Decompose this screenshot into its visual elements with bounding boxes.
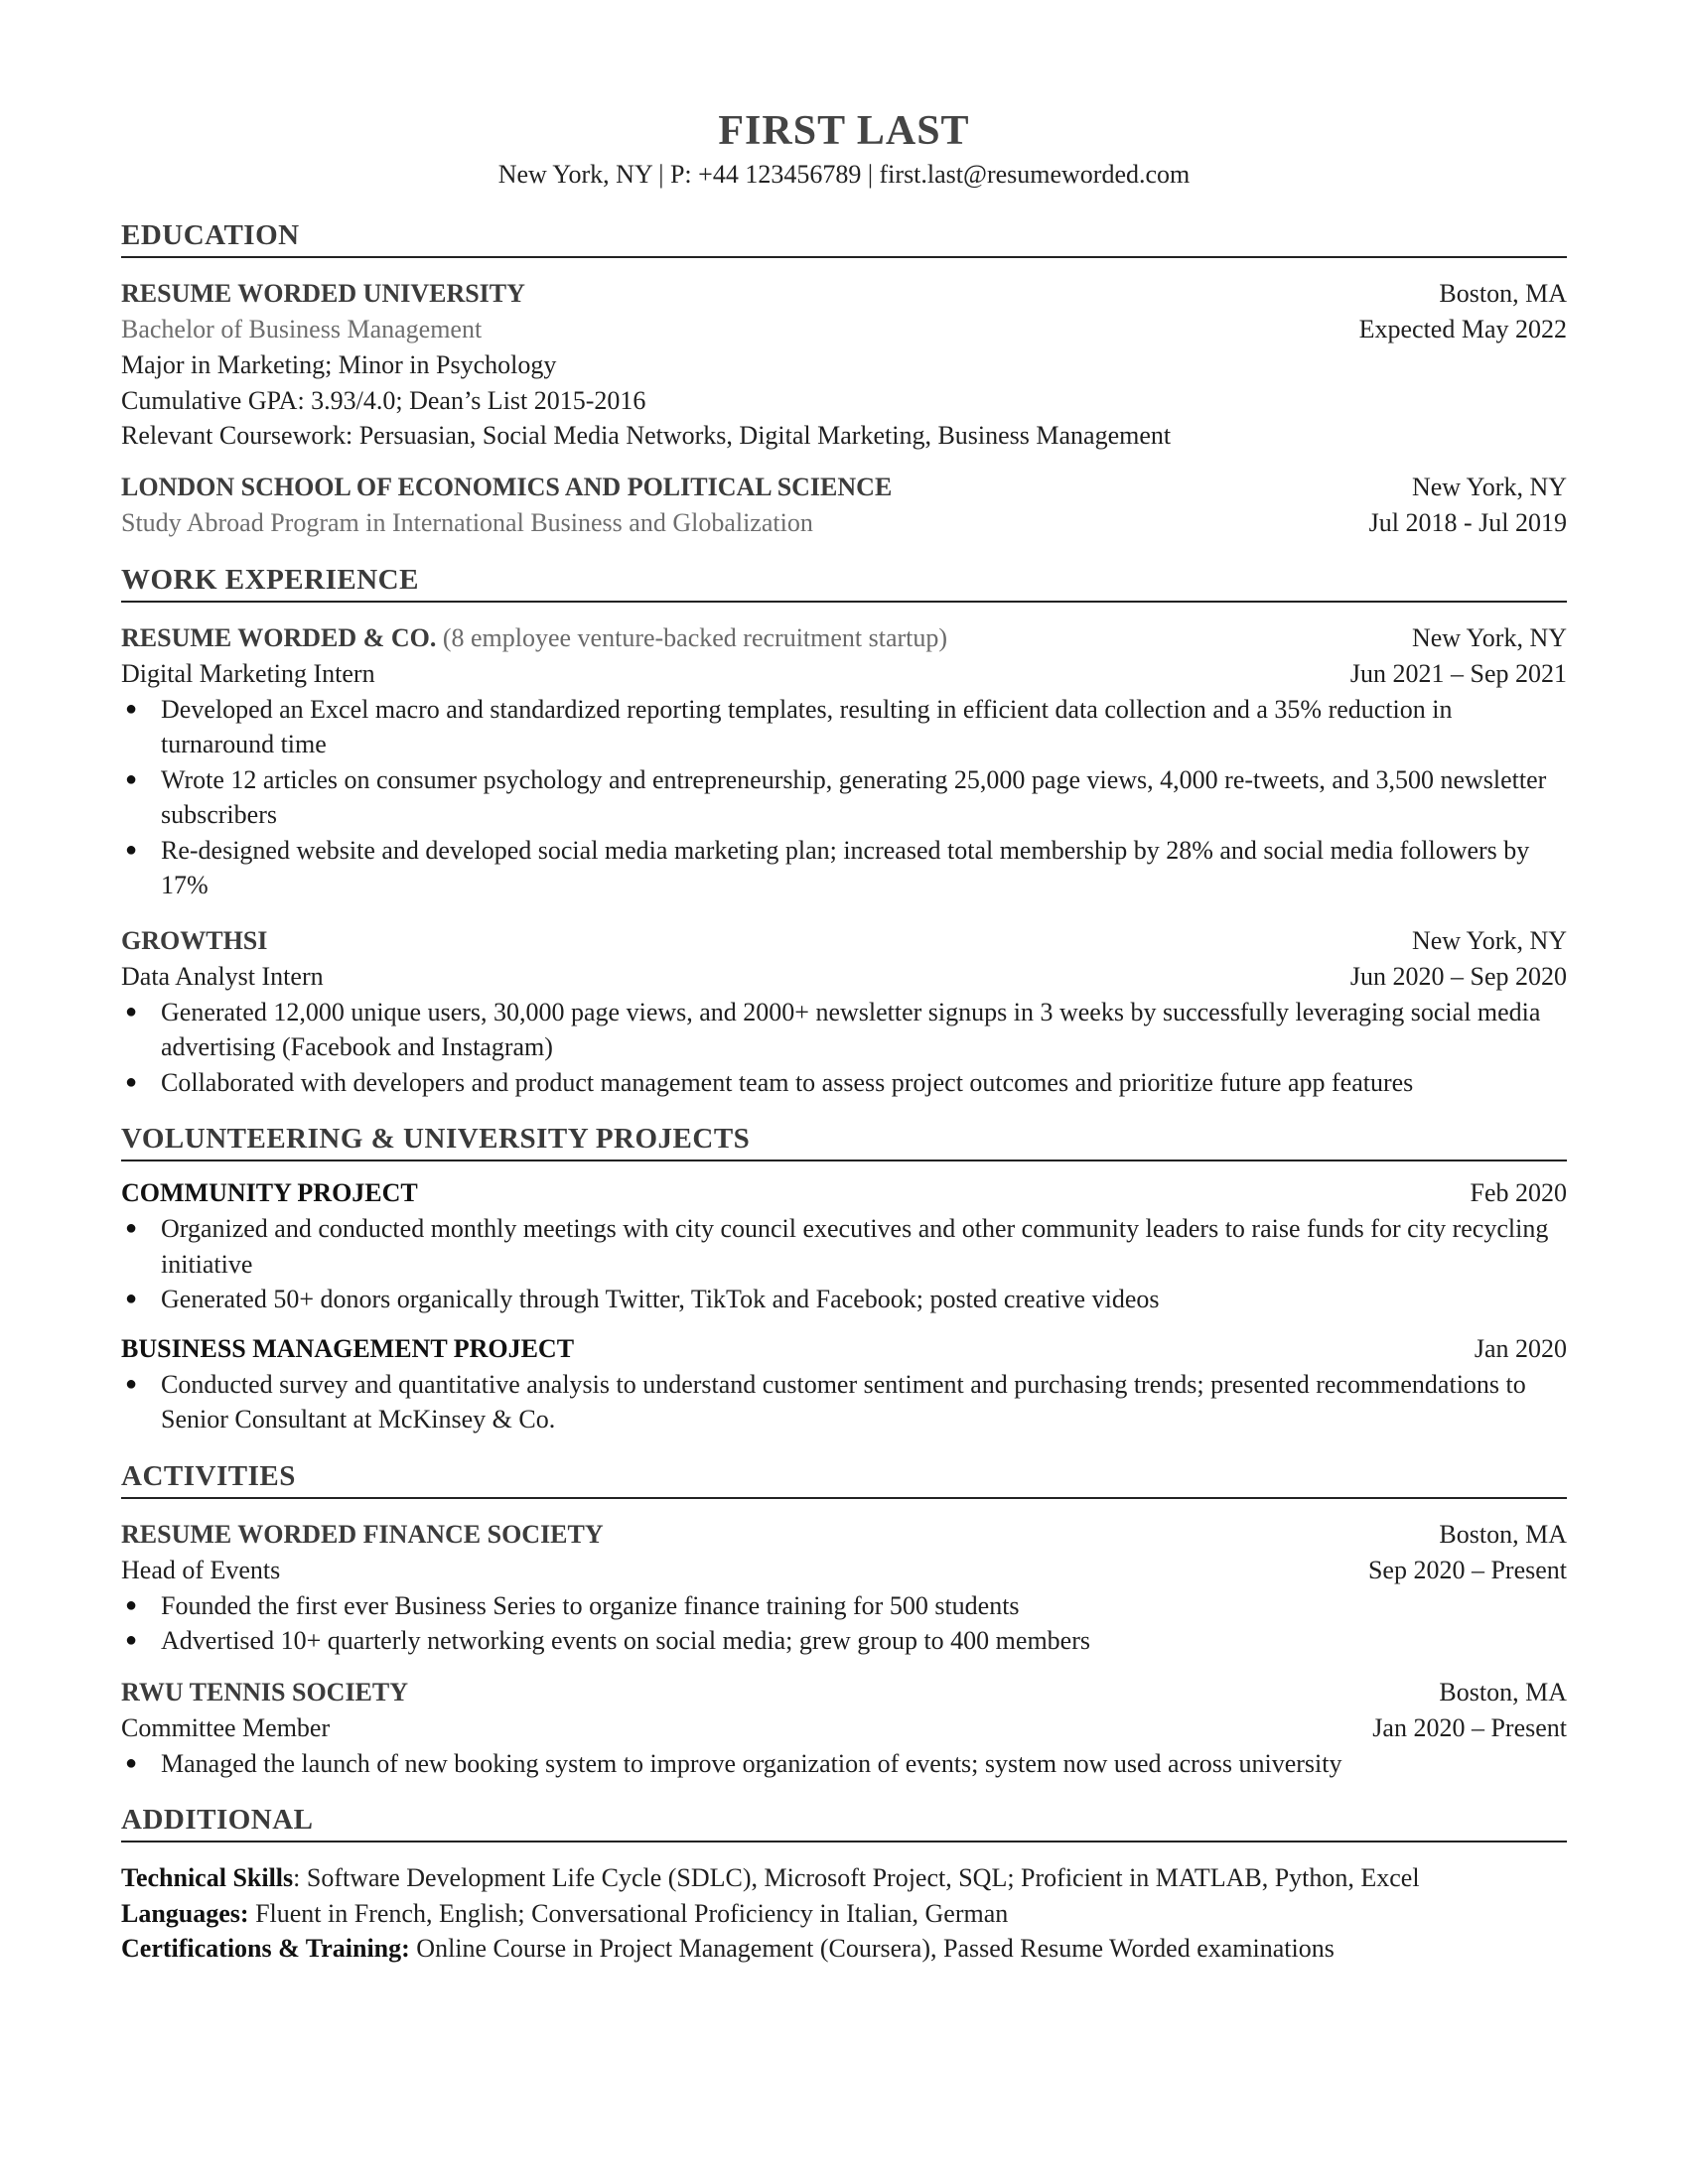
bullet-item: ● Founded the first ever Business Series to organize finance training for 500 students	[121, 1588, 1567, 1624]
work-section	[121, 563, 1567, 1101]
organization-location: Boston, MA	[1439, 1519, 1567, 1549]
job-location: New York, NY	[1411, 925, 1567, 955]
organization-name: RWU TENNIS SOCIETY	[121, 1677, 409, 1706]
bullet-list	[121, 1367, 1567, 1437]
job-date: Jun 2021 – Sep 2021	[1349, 658, 1567, 688]
project-name: COMMUNITY PROJECT	[121, 1178, 418, 1207]
bullet-list	[121, 692, 1567, 903]
bullet-list	[121, 1746, 1567, 1782]
bullet-dot-icon: ●	[125, 767, 138, 790]
activity-role: Committee Member	[121, 1712, 331, 1742]
degree: Study Abroad Program in International Business and Globalization	[121, 507, 813, 537]
organization-location: Boston, MA	[1439, 1677, 1567, 1706]
education-entry	[121, 276, 1567, 454]
bullet-list	[121, 995, 1567, 1101]
work-heading: WORK EXPERIENCE	[121, 563, 1567, 603]
employer-note: (8 employee venture-backed recruitment startup)	[442, 622, 948, 652]
projects-section	[121, 1122, 1567, 1437]
additional-section	[121, 1803, 1567, 1967]
project-name: BUSINESS MANAGEMENT PROJECT	[121, 1333, 575, 1363]
school-location: Boston, MA	[1439, 279, 1567, 308]
languages-line	[121, 1896, 1567, 1932]
education-detail: Cumulative GPA: 3.93/4.0; Dean’s List 2015-2016	[121, 385, 646, 415]
contact-line: New York, NY | P: +44 123456789 | first.last@resumeworded.com	[497, 160, 1191, 189]
certifications-label: Certifications & Training:	[121, 1934, 410, 1963]
bullet-item: ● Managed the launch of new booking system to improve organization of events; system now used across university	[121, 1746, 1567, 1782]
activities-heading: ACTIVITIES	[121, 1459, 1567, 1499]
job-title: Data Analyst Intern	[121, 961, 324, 991]
activity-entry	[121, 1517, 1567, 1659]
employer-name: GROWTHSI	[121, 925, 268, 955]
bullet-list	[121, 1211, 1567, 1317]
education-entry	[121, 470, 1567, 541]
degree-date: Expected May 2022	[1358, 315, 1567, 343]
bullet-item: ● Developed an Excel macro and standardized reporting templates, resulting in efficient data collection and a 35% reduction in turnaround time	[121, 692, 1567, 762]
school-name: LONDON SCHOOL OF ECONOMICS AND POLITICAL SCIENCE	[121, 472, 893, 501]
bullet-dot-icon: ●	[125, 697, 138, 720]
job-title: Digital Marketing Intern	[121, 658, 375, 688]
project-date: Feb 2020	[1470, 1178, 1567, 1207]
bullet-item: ● Organized and conducted monthly meetings with city council executives and other community leaders to raise funds for city recycling initiative	[121, 1211, 1567, 1282]
bullet-list	[121, 1588, 1567, 1659]
degree-date: Jul 2018 - Jul 2019	[1368, 507, 1567, 537]
bullet-dot-icon: ●	[125, 1372, 138, 1395]
languages-value: Fluent in French, English; Conversational Proficiency in Italian, German	[248, 1898, 1009, 1928]
resume-header	[121, 0, 1567, 193]
school-location: New York, NY	[1411, 472, 1567, 501]
bullet-dot-icon: ●	[125, 1629, 138, 1651]
degree: Bachelor of Business Management	[121, 315, 483, 343]
education-detail: Major in Marketing; Minor in Psychology	[121, 350, 557, 379]
projects-heading: VOLUNTEERING & UNIVERSITY PROJECTS	[121, 1122, 1567, 1161]
activity-date: Sep 2020 – Present	[1367, 1555, 1567, 1584]
bullet-dot-icon: ●	[125, 1751, 138, 1774]
project-date: Jan 2020	[1474, 1333, 1567, 1363]
bullet-item: ● Re-designed website and developed social media marketing plan; increased total membership by 28% and social media followers by 17%	[121, 833, 1567, 903]
certifications-value: Online Course in Project Management (Coursera), Passed Resume Worded examinations	[409, 1934, 1335, 1963]
education-detail: Relevant Coursework: Persuasian, Social Media Networks, Digital Marketing, Business Management	[121, 421, 1172, 450]
bullet-item: ● Wrote 12 articles on consumer psychology and entrepreneurship, generating 25,000 page views, 4,000 re-tweets, and 3,500 newsletter subscribers	[121, 762, 1567, 833]
bullet-dot-icon: ●	[125, 838, 138, 861]
technical-skills-value: : Software Development Life Cycle (SDLC), Microsoft Project, SQL; Proficient in MATLAB, Python, Excel	[293, 1863, 1420, 1892]
bullet-item: ● Generated 12,000 unique users, 30,000 page views, and 2000+ newsletter signups in 3 weeks by successfully leveraging social media advertising (Facebook and Instagram)	[121, 995, 1567, 1065]
activity-entry	[121, 1675, 1567, 1782]
bullet-dot-icon: ●	[125, 1593, 138, 1616]
project-entry	[121, 1331, 1567, 1437]
skills-block	[121, 1860, 1567, 1967]
activity-role: Head of Events	[121, 1555, 281, 1584]
work-entry	[121, 620, 1567, 903]
education-section	[121, 218, 1567, 541]
candidate-name: FIRST LAST	[718, 108, 970, 154]
work-entry	[121, 923, 1567, 1101]
languages-label: Languages:	[121, 1898, 249, 1928]
bullet-item: ● Advertised 10+ quarterly networking events on social media; grew group to 400 members	[121, 1623, 1567, 1659]
project-entry	[121, 1175, 1567, 1317]
employer-name: RESUME WORDED & CO.	[121, 622, 437, 652]
certifications-line	[121, 1931, 1567, 1967]
bullet-dot-icon: ●	[125, 1070, 138, 1093]
organization-name: RESUME WORDED FINANCE SOCIETY	[121, 1519, 604, 1549]
job-location: New York, NY	[1411, 622, 1567, 652]
activities-section	[121, 1459, 1567, 1782]
additional-heading: ADDITIONAL	[121, 1803, 1567, 1843]
education-heading: EDUCATION	[121, 218, 1567, 258]
bullet-dot-icon: ●	[125, 1217, 138, 1239]
technical-skills-line	[121, 1860, 1567, 1896]
school-name: RESUME WORDED UNIVERSITY	[121, 279, 525, 308]
technical-skills-label: Technical Skills	[121, 1863, 294, 1892]
bullet-item: ● Conducted survey and quantitative analysis to understand customer sentiment and purchasing trends; presented recommendations to Senior Consultant at McKinsey & Co.	[121, 1367, 1567, 1437]
job-date: Jun 2020 – Sep 2020	[1349, 961, 1567, 991]
bullet-dot-icon: ●	[125, 1288, 138, 1309]
bullet-item: ● Collaborated with developers and product management team to assess project outcomes and prioritize future app features	[121, 1065, 1567, 1101]
activity-date: Jan 2020 – Present	[1372, 1712, 1567, 1742]
bullet-item: ● Generated 50+ donors organically through Twitter, TikTok and Facebook; posted creative videos	[121, 1282, 1567, 1317]
resume-page	[121, 0, 1567, 1967]
bullet-dot-icon: ●	[125, 1000, 138, 1023]
